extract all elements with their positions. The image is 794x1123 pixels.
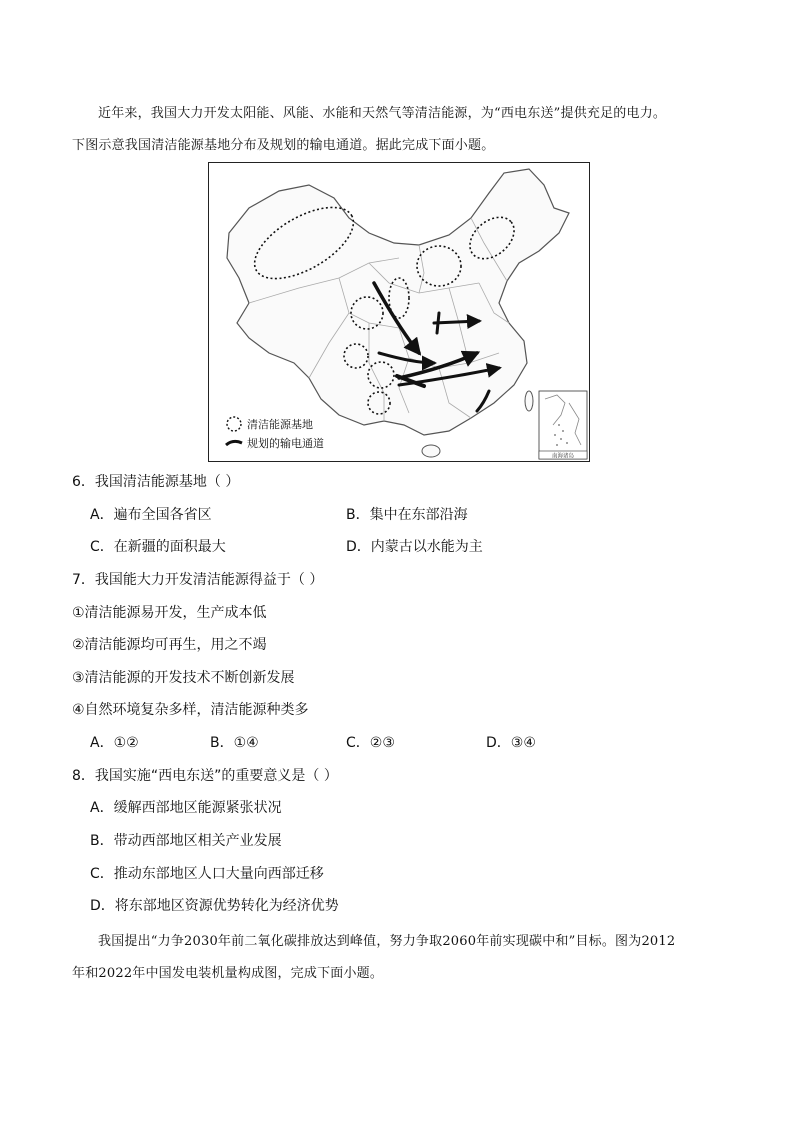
- intro-2-line-2: 年和2022年中国发电装机量构成图，完成下面小题。: [72, 966, 384, 981]
- intro-paragraph-2: [72, 926, 722, 990]
- q8-stem: 8．我国实施“西电东送”的重要意义是（ ）: [72, 768, 338, 784]
- taiwan-island: [525, 391, 533, 411]
- q7-option-b[interactable]: B．①④: [210, 735, 259, 751]
- q6-option-d[interactable]: D．内蒙古以水能为主: [346, 539, 483, 555]
- map-legend: [226, 417, 324, 450]
- q6-stem: 6．我国清洁能源基地（ ）: [72, 474, 240, 490]
- q6-option-a[interactable]: A．遍布全国各省区: [90, 507, 212, 523]
- q6-option-c[interactable]: C．在新疆的面积最大: [90, 539, 226, 555]
- china-map-svg: [209, 163, 589, 461]
- south-sea-inset: [539, 391, 587, 460]
- intro-1-line-2: 下图示意我国清洁能源基地分布及规划的输电通道。据此完成下面小题。: [72, 138, 495, 153]
- q7-option-c[interactable]: C．②③: [346, 735, 395, 751]
- legend-base-label: 清洁能源基地: [247, 418, 313, 431]
- q8-option-d[interactable]: D．将东部地区资源优势转化为经济优势: [90, 898, 339, 914]
- q7-statement-1: ①清洁能源易开发，生产成本低: [72, 605, 267, 621]
- q7-statement-2: ②清洁能源均可再生，用之不竭: [72, 637, 267, 653]
- legend-channel-label: 规划的输电通道: [247, 437, 324, 450]
- intro-paragraph-1: [72, 98, 722, 162]
- q7-statement-4: ④自然环境复杂多样，清洁能源种类多: [72, 702, 309, 718]
- q8-option-a[interactable]: A．缓解西部地区能源紧张状况: [90, 800, 282, 816]
- inset-label: 南海诸岛: [551, 453, 575, 460]
- q8-option-b[interactable]: B．带动西部地区相关产业发展: [90, 833, 282, 849]
- legend-channel-symbol: [226, 441, 242, 445]
- q7-statement-3: ③清洁能源的开发技术不断创新发展: [72, 670, 295, 686]
- legend-base-symbol: [227, 417, 241, 431]
- intro-1-line-1: 近年来，我国大力开发太阳能、风能、水能和天然气等清洁能源，为“西电东送”提供充足的电力。: [98, 106, 667, 121]
- clean-energy-map: [208, 162, 590, 462]
- q7-option-d[interactable]: D．③④: [486, 735, 536, 751]
- china-outline: [227, 169, 569, 435]
- intro-2-line-1: 我国提出“力争2030年前二氧化碳排放达到峰值，努力争取2060年前实现碳中和”目标。图为2012: [98, 934, 676, 949]
- hainan-island: [422, 445, 440, 457]
- q6-option-b[interactable]: B．集中在东部沿海: [346, 507, 468, 523]
- q7-option-a[interactable]: A．①②: [90, 735, 139, 751]
- q7-stem: 7．我国能大力开发清洁能源得益于（ ）: [72, 572, 324, 588]
- q8-option-c[interactable]: C．推动东部地区人口大量向西部迁移: [90, 866, 324, 882]
